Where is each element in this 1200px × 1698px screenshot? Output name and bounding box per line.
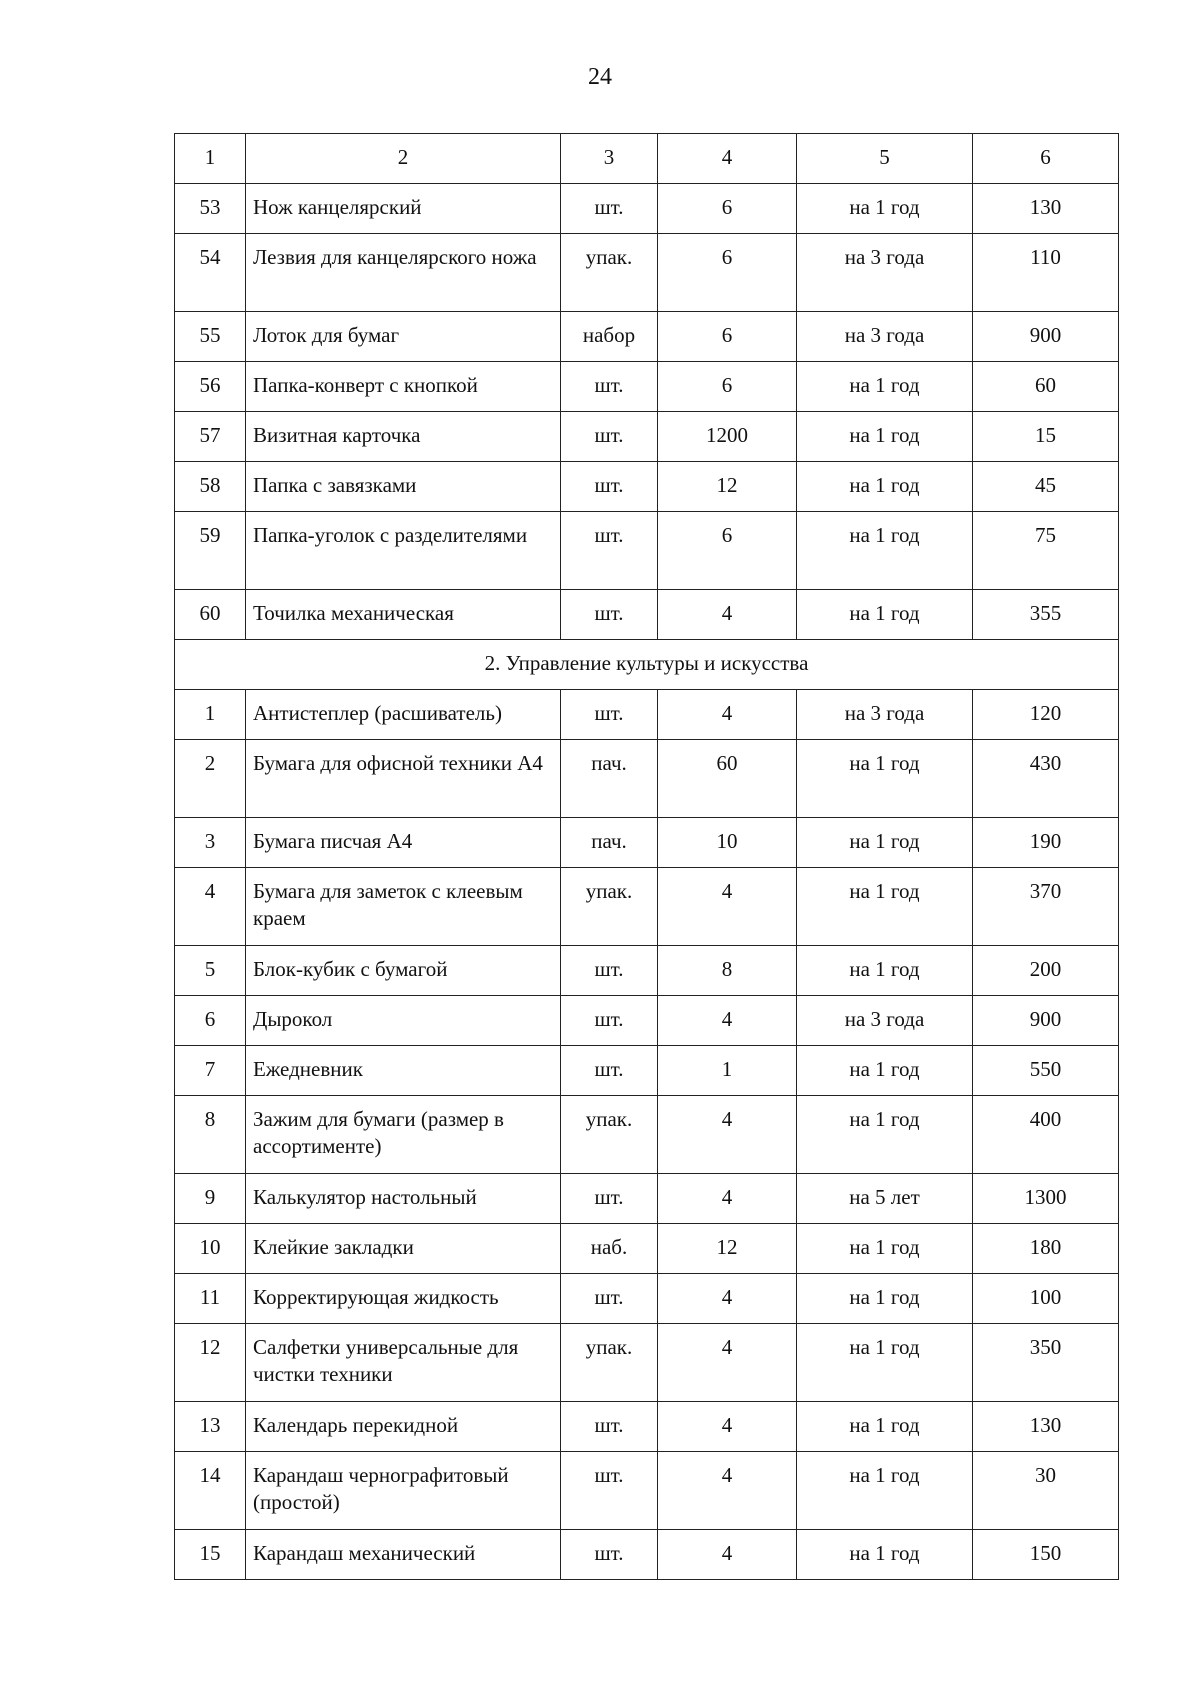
item-period: на 1 год (797, 1402, 973, 1452)
item-period: на 1 год (797, 1224, 973, 1274)
item-number: 6 (175, 996, 246, 1046)
item-quantity: 4 (658, 690, 797, 740)
item-price: 1300 (973, 1174, 1119, 1224)
item-price: 190 (973, 818, 1119, 868)
item-number: 57 (175, 412, 246, 462)
item-name: Карандаш механический (246, 1530, 561, 1580)
item-unit: упак. (561, 1324, 658, 1402)
item-price: 120 (973, 690, 1119, 740)
table-row (175, 996, 1119, 1046)
item-quantity: 12 (658, 462, 797, 512)
item-name: Бумага для офисной техники А4 (246, 740, 561, 818)
item-unit: набор (561, 312, 658, 362)
table-row (175, 1224, 1119, 1274)
item-price: 550 (973, 1046, 1119, 1096)
item-price: 15 (973, 412, 1119, 462)
table-row (175, 412, 1119, 462)
table-row (175, 462, 1119, 512)
table-part-2 (175, 690, 1119, 1580)
item-quantity: 10 (658, 818, 797, 868)
item-number: 8 (175, 1096, 246, 1174)
item-name: Бумага писчая А4 (246, 818, 561, 868)
item-unit: шт. (561, 462, 658, 512)
item-name: Папка-уголок с разделителями (246, 512, 561, 590)
supplies-table (174, 133, 1119, 1580)
item-period: на 1 год (797, 184, 973, 234)
table-row (175, 184, 1119, 234)
item-number: 59 (175, 512, 246, 590)
item-name: Календарь перекидной (246, 1402, 561, 1452)
item-number: 12 (175, 1324, 246, 1402)
item-number: 56 (175, 362, 246, 412)
item-unit: шт. (561, 412, 658, 462)
item-number: 7 (175, 1046, 246, 1096)
item-period: на 3 года (797, 996, 973, 1046)
header-cell: 2 (246, 134, 561, 184)
table-row (175, 590, 1119, 640)
item-quantity: 1200 (658, 412, 797, 462)
table-row (175, 690, 1119, 740)
table-row (175, 1402, 1119, 1452)
item-period: на 5 лет (797, 1174, 973, 1224)
item-price: 130 (973, 184, 1119, 234)
item-quantity: 6 (658, 184, 797, 234)
item-quantity: 6 (658, 234, 797, 312)
item-unit: шт. (561, 362, 658, 412)
item-unit: шт. (561, 690, 658, 740)
item-price: 370 (973, 868, 1119, 946)
item-name: Антистеплер (расшиватель) (246, 690, 561, 740)
item-unit: шт. (561, 1530, 658, 1580)
table-row (175, 1174, 1119, 1224)
item-period: на 1 год (797, 946, 973, 996)
item-unit: шт. (561, 1452, 658, 1530)
table-row (175, 1046, 1119, 1096)
item-name: Зажим для бумаги (размер в ассортименте) (246, 1096, 561, 1174)
item-period: на 1 год (797, 512, 973, 590)
item-quantity: 4 (658, 1096, 797, 1174)
item-price: 355 (973, 590, 1119, 640)
item-name: Блок-кубик с бумагой (246, 946, 561, 996)
item-period: на 1 год (797, 590, 973, 640)
item-unit: упак. (561, 1096, 658, 1174)
table-row (175, 740, 1119, 818)
item-period: на 3 года (797, 234, 973, 312)
item-unit: шт. (561, 946, 658, 996)
item-name: Бумага для заметок с клеевым краем (246, 868, 561, 946)
item-period: на 1 год (797, 1096, 973, 1174)
page-number: 24 (588, 64, 612, 90)
item-quantity: 4 (658, 868, 797, 946)
item-price: 100 (973, 1274, 1119, 1324)
item-name: Папка с завязками (246, 462, 561, 512)
item-quantity: 8 (658, 946, 797, 996)
table-row (175, 868, 1119, 946)
item-unit: шт. (561, 184, 658, 234)
item-name: Лоток для бумаг (246, 312, 561, 362)
header-cell: 5 (797, 134, 973, 184)
item-unit: упак. (561, 234, 658, 312)
item-number: 13 (175, 1402, 246, 1452)
item-unit: пач. (561, 740, 658, 818)
item-name: Папка-конверт с кнопкой (246, 362, 561, 412)
item-period: на 1 год (797, 362, 973, 412)
item-unit: шт. (561, 1274, 658, 1324)
column-number-header (175, 134, 1119, 184)
table-row (175, 512, 1119, 590)
item-unit: упак. (561, 868, 658, 946)
item-price: 200 (973, 946, 1119, 996)
item-name: Клейкие закладки (246, 1224, 561, 1274)
item-number: 4 (175, 868, 246, 946)
item-period: на 1 год (797, 1530, 973, 1580)
item-name: Корректирующая жидкость (246, 1274, 561, 1324)
item-name: Дырокол (246, 996, 561, 1046)
item-price: 130 (973, 1402, 1119, 1452)
item-quantity: 6 (658, 512, 797, 590)
item-name: Точилка механическая (246, 590, 561, 640)
item-period: на 1 год (797, 868, 973, 946)
item-quantity: 4 (658, 1452, 797, 1530)
item-name: Лезвия для канцелярского ножа (246, 234, 561, 312)
item-quantity: 4 (658, 996, 797, 1046)
item-number: 53 (175, 184, 246, 234)
item-quantity: 60 (658, 740, 797, 818)
item-number: 54 (175, 234, 246, 312)
item-period: на 1 год (797, 462, 973, 512)
item-unit: наб. (561, 1224, 658, 1274)
item-quantity: 1 (658, 1046, 797, 1096)
section-title: 2. Управление культуры и искусства (175, 640, 1119, 690)
item-price: 150 (973, 1530, 1119, 1580)
item-number: 55 (175, 312, 246, 362)
item-number: 2 (175, 740, 246, 818)
item-quantity: 4 (658, 1324, 797, 1402)
item-period: на 1 год (797, 1274, 973, 1324)
item-number: 15 (175, 1530, 246, 1580)
item-unit: шт. (561, 1046, 658, 1096)
item-price: 75 (973, 512, 1119, 590)
section-header-row (175, 640, 1119, 690)
item-quantity: 12 (658, 1224, 797, 1274)
item-unit: шт. (561, 512, 658, 590)
table-row (175, 1530, 1119, 1580)
item-quantity: 6 (658, 312, 797, 362)
item-name: Нож канцелярский (246, 184, 561, 234)
item-unit: шт. (561, 590, 658, 640)
item-period: на 1 год (797, 1046, 973, 1096)
item-quantity: 4 (658, 1530, 797, 1580)
item-price: 60 (973, 362, 1119, 412)
item-unit: шт. (561, 1402, 658, 1452)
item-period: на 1 год (797, 818, 973, 868)
item-price: 110 (973, 234, 1119, 312)
item-number: 58 (175, 462, 246, 512)
table-row (175, 234, 1119, 312)
item-name: Визитная карточка (246, 412, 561, 462)
item-number: 14 (175, 1452, 246, 1530)
item-quantity: 6 (658, 362, 797, 412)
item-period: на 1 год (797, 1324, 973, 1402)
table-row (175, 946, 1119, 996)
item-period: на 3 года (797, 312, 973, 362)
item-price: 350 (973, 1324, 1119, 1402)
table-row (175, 1324, 1119, 1402)
item-number: 9 (175, 1174, 246, 1224)
item-period: на 1 год (797, 1452, 973, 1530)
header-cell: 6 (973, 134, 1119, 184)
header-cell: 4 (658, 134, 797, 184)
item-price: 180 (973, 1224, 1119, 1274)
item-quantity: 4 (658, 1274, 797, 1324)
item-number: 11 (175, 1274, 246, 1324)
item-unit: пач. (561, 818, 658, 868)
item-name: Калькулятор настольный (246, 1174, 561, 1224)
table-part-1 (175, 184, 1119, 640)
table-row (175, 312, 1119, 362)
item-unit: шт. (561, 996, 658, 1046)
item-number: 10 (175, 1224, 246, 1274)
table-row (175, 1452, 1119, 1530)
item-period: на 1 год (797, 740, 973, 818)
item-quantity: 4 (658, 590, 797, 640)
item-price: 430 (973, 740, 1119, 818)
item-name: Карандаш чернографитовый (простой) (246, 1452, 561, 1530)
item-name: Ежедневник (246, 1046, 561, 1096)
item-number: 1 (175, 690, 246, 740)
item-number: 5 (175, 946, 246, 996)
header-cell: 3 (561, 134, 658, 184)
item-price: 400 (973, 1096, 1119, 1174)
item-period: на 1 год (797, 412, 973, 462)
table-row (175, 1096, 1119, 1174)
item-price: 900 (973, 996, 1119, 1046)
table-row (175, 362, 1119, 412)
item-name: Салфетки универсальные для чистки техники (246, 1324, 561, 1402)
item-price: 900 (973, 312, 1119, 362)
item-number: 60 (175, 590, 246, 640)
item-quantity: 4 (658, 1402, 797, 1452)
item-price: 45 (973, 462, 1119, 512)
item-price: 30 (973, 1452, 1119, 1530)
item-period: на 3 года (797, 690, 973, 740)
item-unit: шт. (561, 1174, 658, 1224)
table-row (175, 818, 1119, 868)
item-number: 3 (175, 818, 246, 868)
table-row (175, 1274, 1119, 1324)
header-cell: 1 (175, 134, 246, 184)
item-quantity: 4 (658, 1174, 797, 1224)
